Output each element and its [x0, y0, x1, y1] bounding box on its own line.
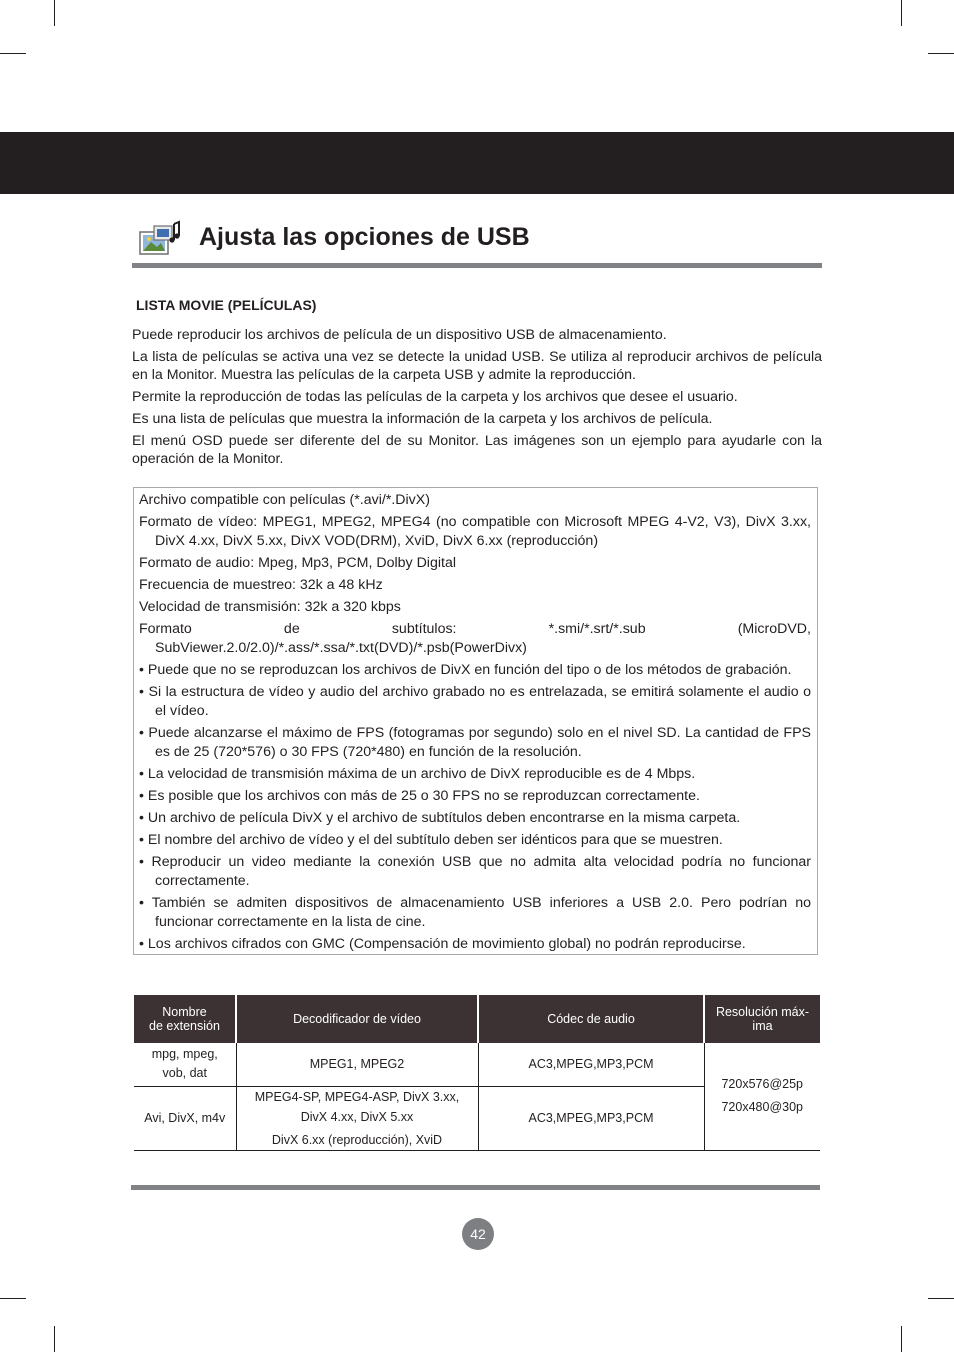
cell-extension: Avi, DivX, m4v: [134, 1086, 236, 1150]
cell-decoder-line: DivX 4.xx, DivX 5.xx: [300, 1109, 414, 1124]
header-extension: [134, 995, 236, 1043]
cell-decoder: MPEG1, MPEG2: [236, 1043, 478, 1086]
spec-item: • También se admiten dispositivos de almacenamiento USB inferiores a USB 2.0. Pero podrían no funcionar correctamente en la lista de cine.: [139, 895, 811, 930]
cell-decoder: [236, 1086, 478, 1150]
crop-mark: [928, 1298, 954, 1299]
spec-item: • Puede alcanzarse el máximo de FPS (fotogramas por segundo) solo en el nivel SD. La cantidad de FPS es de 25 (720*576) o 30 FPS (720*480) en función de la resolución.: [139, 725, 811, 760]
header-band: [0, 132, 954, 194]
cell-audio: AC3,MPEG,MP3,PCM: [478, 1086, 704, 1150]
spec-item: Frecuencia de muestreo: 32k a 48 kHz: [139, 577, 383, 594]
codec-table: [134, 995, 820, 1151]
header-extension-line: Nombre: [162, 1005, 207, 1019]
spec-item: • El nombre del archivo de vídeo y el del subtítulo deben ser idénticos para que se muestren.: [139, 832, 723, 849]
crop-mark: [54, 1326, 55, 1352]
spec-item: Formato de subtítulos: *.smi/*.srt/*.sub (MicroDVD, SubViewer.2.0/2.0)/*.ass/*.ssa/*.txt(DVD)/*.psb(PowerDivx): [139, 621, 811, 656]
cell-decoder-line: MPEG4-SP, MPEG4-ASP, DivX 3.xx,: [254, 1089, 460, 1104]
intro-paragraph: Puede reproducir los archivos de película de un dispositivo USB de almacenamiento.: [132, 327, 667, 343]
cell-extension: [134, 1043, 236, 1086]
crop-mark: [0, 1298, 26, 1299]
spec-item: • Puede que no se reproduzcan los archivos de DivX en función del tipo o de los métodos de grabación.: [139, 662, 792, 679]
spec-item: • Los archivos cifrados con GMC (Compensación de movimiento global) no podrán reproducirse.: [139, 935, 746, 952]
crop-mark: [54, 0, 55, 26]
resolution-value: 720x576@25p: [721, 1077, 803, 1092]
spec-item: Formato de audio: Mpeg, Mp3, PCM, Dolby Digital: [139, 554, 456, 571]
cell-extension-line: vob, dat: [162, 1066, 207, 1081]
intro-paragraph: El menú OSD puede ser diferente del de su Monitor. Las imágenes son un ejemplo para ayudarle con la operación de la Monitor.: [132, 433, 822, 467]
crop-mark: [928, 53, 954, 54]
intro-paragraph: Permite la reproducción de todas las películas de la carpeta y los archivos que desee el usuario.: [132, 389, 738, 405]
spec-item: • Un archivo de película DivX y el archivo de subtítulos deben encontrarse en la misma carpeta.: [139, 810, 741, 827]
header-extension-line: de extensión: [149, 1019, 220, 1033]
spec-item: • Es posible que los archivos con más de 25 o 30 FPS no se reproduzcan correctamente.: [139, 787, 700, 804]
cell-audio: AC3,MPEG,MP3,PCM: [478, 1043, 704, 1086]
crop-mark: [0, 53, 26, 54]
title-divider: [132, 263, 822, 268]
header-resolution-line: ima: [752, 1019, 773, 1033]
usb-media-icon: [138, 220, 180, 260]
spec-item: • La velocidad de transmisión máxima de un archivo de DivX reproducible es de 4 Mbps.: [139, 765, 696, 782]
spec-item: Velocidad de transmisión: 32k a 320 kbps: [139, 599, 401, 616]
intro-paragraph: Es una lista de películas que muestra la información de la carpeta y los archivos de película.: [132, 411, 713, 427]
spec-item: Formato de vídeo: MPEG1, MPEG2, MPEG4 (no compatible con Microsoft MPEG 4-V2, V3), DivX 3.xx, DivX 4.xx, DivX 5.xx, DivX VOD(DRM), XviD, DivX 6.xx (reproducción): [139, 514, 811, 549]
header-resolution-line: Resolución máx-: [715, 1005, 810, 1019]
section-heading: LISTA MOVIE (PELÍCULAS): [136, 297, 317, 313]
cell-decoder-line: DivX 6.xx (reproducción), XviD: [271, 1132, 443, 1147]
intro-text: [132, 326, 822, 472]
spec-item: • Si la estructura de vídeo y audio del archivo grabado no es entrelazada, se emitirá solamente el audio o el vídeo.: [139, 684, 811, 719]
specs-box: [133, 487, 818, 955]
crop-mark: [901, 1326, 902, 1352]
table-row: [134, 1043, 820, 1086]
bottom-divider: [131, 1185, 820, 1190]
intro-paragraph: La lista de películas se activa una vez se detecte la unidad USB. Se utiliza al reproducir archivos de película en la Monitor. Muestra las películas de la carpeta USB y admite la reproducción.: [132, 349, 822, 383]
header-resolution: [704, 995, 820, 1043]
header-audio: Códec de audio: [478, 995, 704, 1043]
resolution-value: 720x480@30p: [721, 1100, 803, 1115]
page-number: 42: [462, 1218, 494, 1250]
cell-extension-line: mpg, mpeg,: [151, 1047, 218, 1062]
table-header-row: [134, 995, 820, 1043]
page-title: Ajusta las opciones de USB: [199, 223, 530, 251]
header-decoder: Decodificador de vídeo: [236, 995, 478, 1043]
spec-item: • Reproducir un video mediante la conexión USB que no admita alta velocidad podría no funcionar correctamente.: [139, 854, 811, 889]
spec-item: Archivo compatible con películas (*.avi/*.DivX): [139, 492, 430, 508]
crop-mark: [901, 0, 902, 26]
cell-resolution: [704, 1043, 820, 1150]
